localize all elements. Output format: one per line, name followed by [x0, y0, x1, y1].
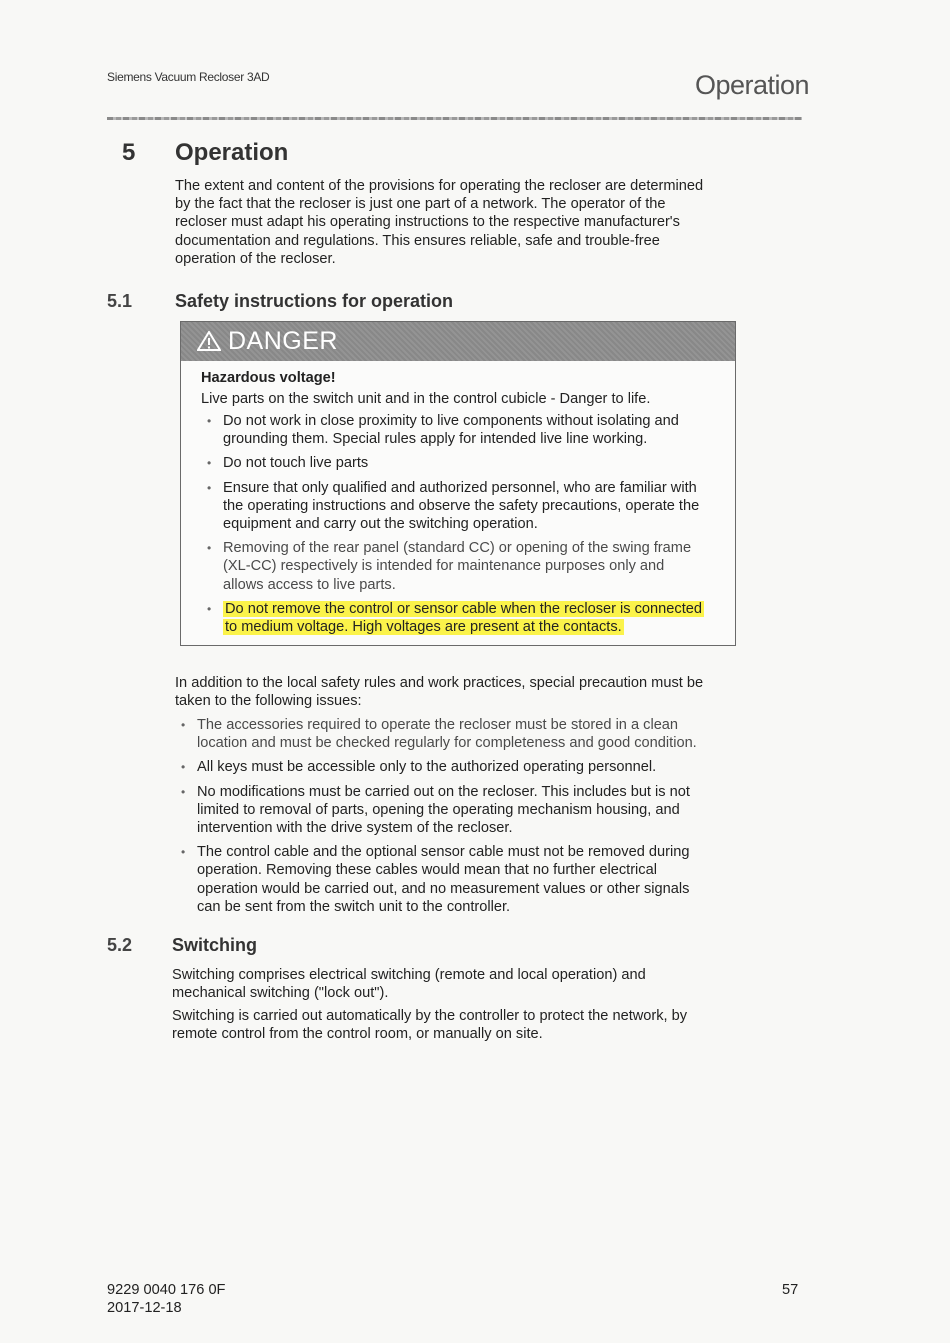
switching-paragraph-2: [172, 1007, 742, 1043]
text-line: • The control cable and the optional sensor cable must not be removed during: [197, 844, 690, 861]
section-5-1-title: Safety instructions for operation: [175, 291, 454, 311]
section-5-number: 5: [122, 139, 136, 166]
danger-content: [201, 370, 726, 642]
text-line: operation of the recloser.: [175, 250, 336, 267]
text-line: • No modifications must be carried out on the recloser. This includes but is not: [197, 783, 690, 800]
text-line: (XL-CC) respectively is intended for maintenance purposes only and: [223, 558, 665, 575]
text-line: • The accessories required to operate the recloser must be stored in a clean: [197, 717, 679, 733]
precaution-list: [175, 716, 745, 922]
text-line: the operating instructions and observe the safety precautions, operate the: [223, 497, 700, 514]
precaution-intro: [175, 674, 745, 710]
text-line: • Ensure that only qualified and authorized personnel, who are familiar with: [223, 479, 697, 496]
list-item: [201, 412, 726, 448]
highlighted-text: Do not remove the control or sensor cable when the recloser is connected: [225, 600, 702, 617]
header-rule: [107, 117, 802, 120]
highlighted-list-item: [201, 600, 726, 636]
switching-paragraph-1: [172, 966, 742, 1002]
text-line: operation. Removing these cables would mean that no further electrical: [197, 862, 657, 879]
text-line: taken to the following issues:: [175, 693, 362, 710]
text-line: Switching comprises electrical switching (remote and local operation) and: [172, 967, 646, 983]
document-title: Siemens Vacuum Recloser 3AD: [107, 70, 270, 84]
text-line: • Do not work in close proximity to live components without isolating and: [223, 413, 679, 429]
text-line: can be sent from the switch unit to the controller.: [197, 898, 511, 915]
highlighted-text: to medium voltage. High voltages are present at the contacts.: [225, 619, 622, 636]
section-5-2-title: Switching: [172, 935, 257, 955]
danger-bullet-list: [201, 412, 726, 636]
footer-document-number: 9229 0040 176 0F: [107, 1282, 226, 1298]
text-line: limited to removal of parts, opening the operating mechanism housing, and: [197, 801, 680, 818]
text-line: remote control from the control room, or manually on site.: [172, 1026, 543, 1043]
text-line: recloser must adapt his operating instructions to the respective manufacturer's: [175, 214, 680, 231]
footer-date: 2017-12-18: [107, 1300, 182, 1316]
text-line: operation would be carried out, and no measurement values or other signals: [197, 880, 690, 897]
list-item: [175, 783, 745, 838]
danger-box: [180, 321, 736, 646]
danger-headline: Hazardous voltage!: [201, 370, 336, 386]
list-item: [175, 716, 745, 752]
section-5-title: Operation: [175, 139, 289, 166]
section-5-1-number: 5.1: [107, 291, 133, 311]
danger-intro: Live parts on the switch unit and in the control cubicle - Danger to life.: [201, 391, 651, 407]
section-5-paragraph: [175, 177, 745, 268]
header-section-label: Operation: [695, 70, 810, 100]
text-line: grounding them. Special rules apply for intended live line working.: [223, 431, 648, 448]
danger-label: DANGER: [228, 327, 338, 355]
warning-triangle-icon: [197, 331, 221, 356]
text-line: • Do not touch live parts: [223, 455, 369, 472]
text-line: allows access to live parts.: [223, 576, 396, 593]
list-item: [201, 454, 726, 472]
text-line: mechanical switching ("lock out").: [172, 985, 389, 1002]
text-line: documentation and regulations. This ensures reliable, safe and trouble-free: [175, 232, 660, 249]
text-line: intervention with the drive system of the recloser.: [197, 820, 513, 837]
text-line: by the fact that the recloser is just one part of a network. The operator of the: [175, 196, 666, 213]
text-line: • All keys must be accessible only to the authorized operating personnel.: [197, 759, 657, 776]
section-5-2-number: 5.2: [107, 935, 133, 955]
text-line: In addition to the local safety rules and work practices, special precaution must be: [175, 675, 704, 691]
text-line: Switching is carried out automatically by the controller to protect the network, by: [172, 1008, 688, 1024]
text-line: The extent and content of the provisions for operating the recloser are determined: [175, 178, 704, 194]
text-line: location and must be checked regularly for completeness and good condition.: [197, 735, 697, 752]
list-item: [175, 843, 745, 916]
list-item: [201, 539, 726, 594]
text-line: equipment and carry out the switching operation.: [223, 516, 538, 533]
list-item: [175, 758, 745, 776]
danger-header-bar: [181, 322, 735, 361]
list-item: [201, 479, 726, 534]
footer-page-number: 57: [782, 1282, 799, 1298]
text-line: • Removing of the rear panel (standard CC) or opening of the swing frame: [223, 540, 692, 557]
